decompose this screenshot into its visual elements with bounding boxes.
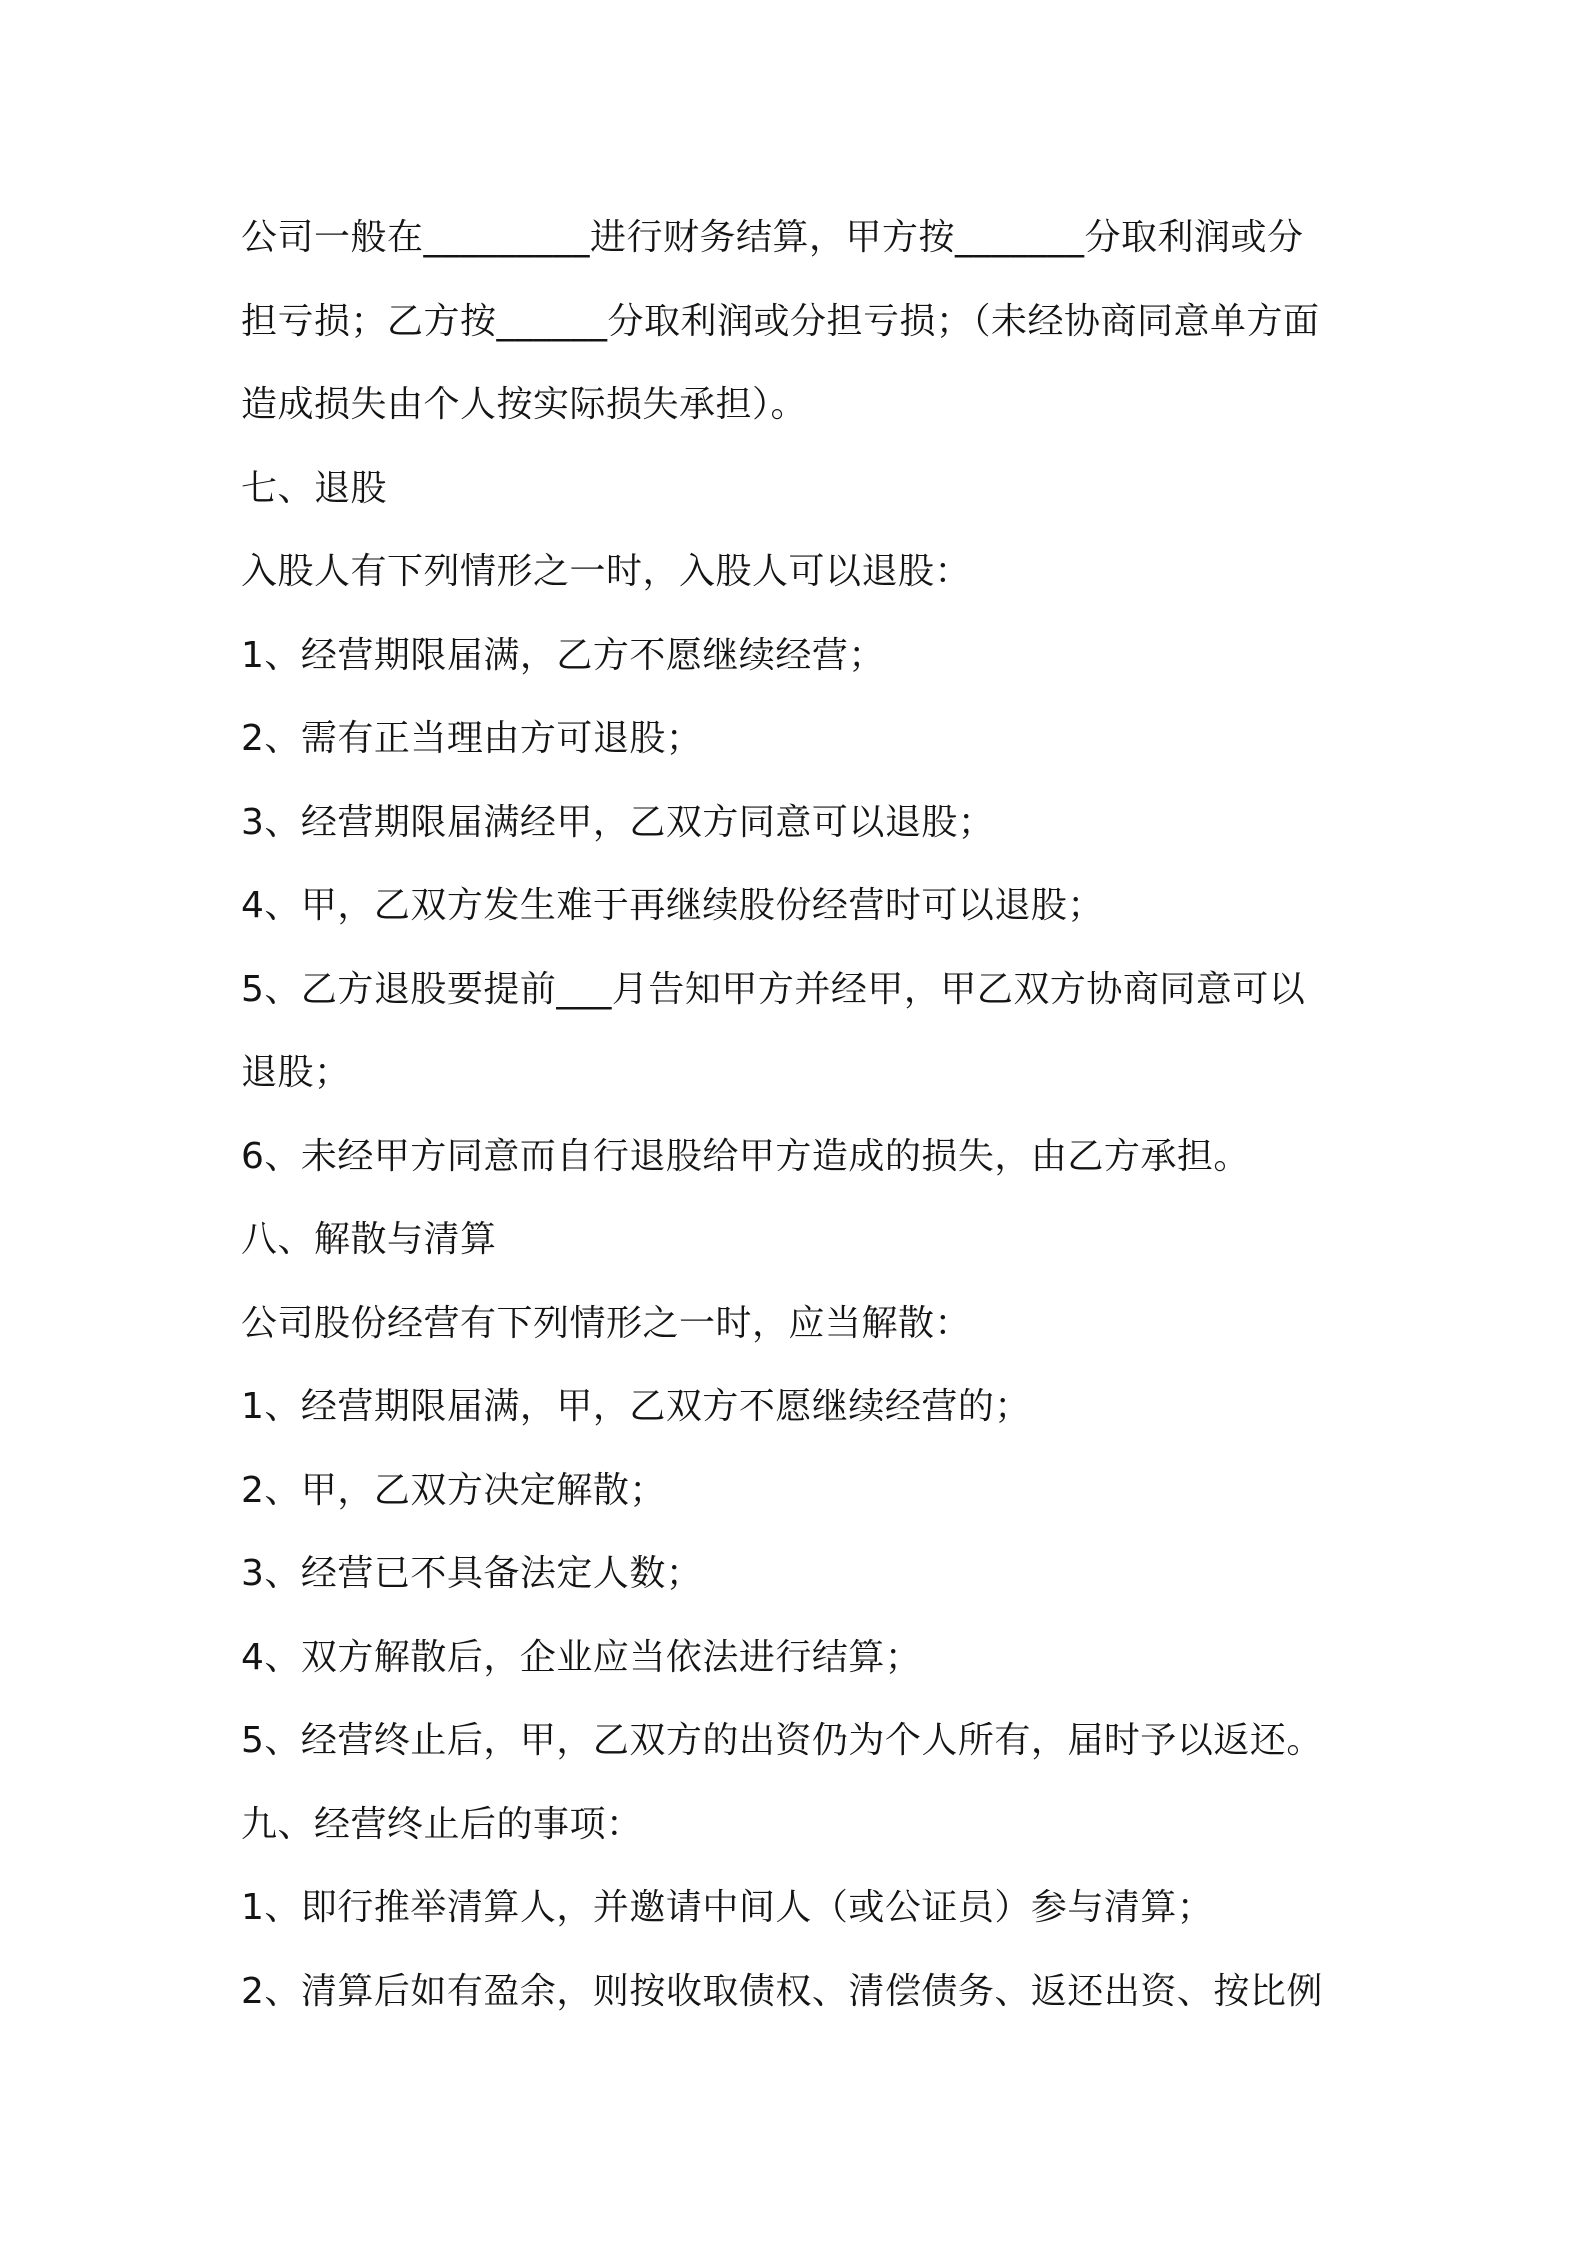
paragraph-line: 公司一般在_________进行财务结算，甲方按_______分取利润或分	[241, 217, 1304, 258]
paragraph-line: 入股人有下列情形之一时，入股人可以退股：	[241, 551, 972, 592]
section-heading-post-termination: 九、经营终止后的事项：	[241, 1803, 643, 1845]
list-item: 4、双方解散后，企业应当依法进行结算；	[241, 1636, 922, 1678]
list-item: 5、乙方退股要提前___月告知甲方并经甲，甲乙双方协商同意可以	[241, 968, 1306, 1010]
list-item: 2、甲，乙双方决定解散；	[241, 1469, 666, 1511]
paragraph-line: 担亏损；乙方按______分取利润或分担亏损；（未经协商同意单方面	[241, 300, 1320, 342]
list-item: 1、即行推举清算人，并邀请中间人（或公证员）参与清算；	[241, 1887, 1214, 1928]
document-body	[241, 196, 1361, 2033]
paragraph-line: 公司股份经营有下列情形之一时，应当解散：	[241, 1302, 972, 1344]
list-item-continuation: 退股；	[241, 1052, 351, 1093]
list-item: 2、清算后如有盈余，则按收取债权、清偿债务、返还出资、按比例	[241, 1970, 1323, 2012]
list-item: 1、经营期限届满，乙方不愿继续经营；	[241, 634, 885, 676]
paragraph-line: 造成损失由个人按实际损失承担）。	[241, 384, 808, 425]
list-item: 6、未经甲方同意而自行退股给甲方造成的损失，由乙方承担。	[241, 1135, 1250, 1177]
list-item: 5、经营终止后，甲，乙双方的出资仍为个人所有，届时予以返还。	[241, 1720, 1323, 1761]
list-item: 2、需有正当理由方可退股；	[241, 718, 703, 759]
section-heading-withdrawal: 七、退股	[241, 467, 388, 509]
list-item: 1、经营期限届满，甲，乙双方不愿继续经营的；	[241, 1386, 1031, 1427]
list-item: 3、经营期限届满经甲，乙双方同意可以退股；	[241, 801, 995, 843]
list-item: 4、甲，乙双方发生难于再继续股份经营时可以退股；	[241, 885, 1104, 926]
list-item: 3、经营已不具备法定人数；	[241, 1553, 703, 1594]
section-heading-dissolution: 八、解散与清算	[241, 1219, 497, 1260]
